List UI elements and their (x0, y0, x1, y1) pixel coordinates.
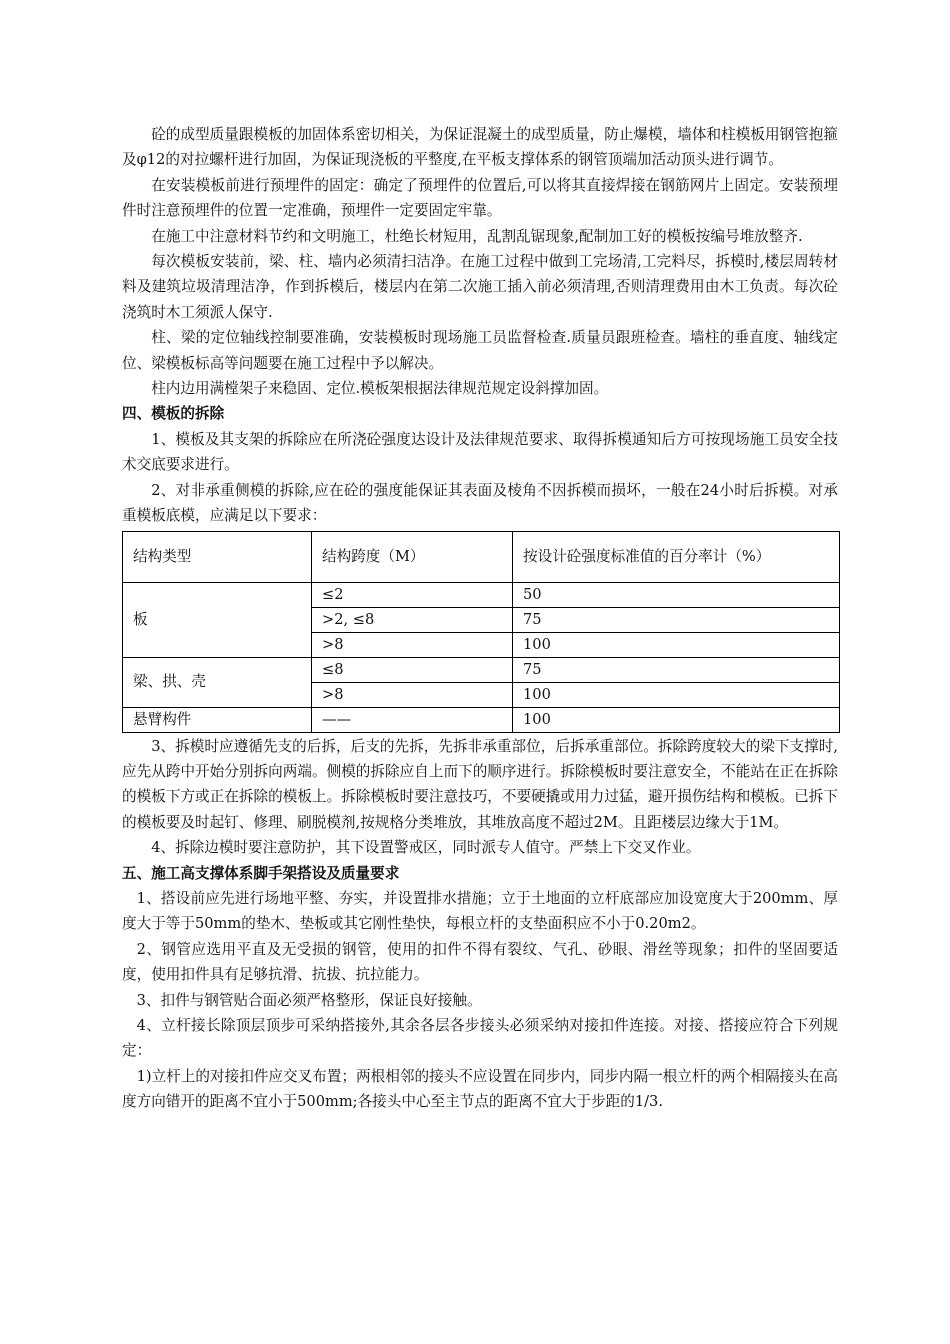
table-cell-structure: 板 (123, 582, 312, 657)
paragraph: 1、搭设前应先进行场地平整、夯实，并设置排水措施；立于土地面的立杆底部应加设宽度大于200mm、厚度大于等于50mm的垫木、垫板或其它刚性垫快，每根立杆的支垫面积应不小于0.20m2。 (122, 889, 838, 933)
paragraph: 每次模板安装前，梁、柱、墙内必须清扫洁净。在施工过程中做到工完场清,工完料尽，拆模时,楼层周转材料及建筑垃圾清理洁净，作到拆模后，楼层内在第二次施工插入前必须清理,否则清理费用由木工负责。每次砼浇筑时木工须派人保守. (122, 253, 838, 321)
table-cell-span: >8 (312, 682, 513, 707)
table-cell-percent: 75 (513, 607, 840, 632)
table-cell-percent: 100 (513, 707, 840, 732)
table-header-cell: 结构类型 (123, 531, 312, 582)
paragraph: 柱内边用满樘架子来稳固、定位.模板架根据法律规范规定设斜撑加固。 (151, 380, 609, 398)
section-heading: 五、施工高支撑体系脚手架搭设及质量要求 (122, 864, 400, 882)
document-page (122, 122, 838, 1115)
paragraph: 2、钢管应选用平直及无受损的钢管，使用的扣件不得有裂纹、气孔、砂眼、滑丝等现象；扣件的坚固要适度，使用扣件具有足够抗滑、抗拔、抗拉能力。 (122, 940, 838, 984)
paragraph: 在安装模板前进行预埋件的固定：确定了预埋件的位置后,可以将其直接焊接在钢筋网片上固定。安装预埋件时注意预埋件的位置一定准确，预埋件一定要固定牢靠。 (122, 176, 838, 220)
table-cell-span: >8 (312, 632, 513, 657)
paragraph: 1、模板及其支架的拆除应在所浇砼强度达设计及法律规范要求、取得拆模通知后方可按现场施工员安全技术交底要求进行。 (122, 430, 838, 474)
table-cell-percent: 50 (513, 582, 840, 607)
table-cell-structure: 悬臂构件 (123, 707, 312, 732)
paragraph: 3、拆模时应遵循先支的后拆，后支的先拆，先拆非承重部位，后拆承重部位。拆除跨度较大的梁下支撑时,应先从跨中开始分别拆向两端。侧模的拆除应自上而下的顺序进行。拆除模板时要注意安全，不能站在正在拆除的模板下方或正在拆除的模板上。拆除模板时要注意技巧，不要硬撬或用力过猛，避开损伤结构和模板。已拆下的模板要及时起钉、修理、刷脱模剂,按规格分类堆放，其堆放高度不超过2M。且距楼层边缘大于1M。 (122, 737, 838, 831)
paragraph: 4、立杆接长除顶层顶步可采纳搭接外,其余各层各步接头必须采纳对接扣件连接。对接、搭接应符合下列规定： (122, 1016, 838, 1060)
paragraph: 3、扣件与钢管贴合面必须严格整形，保证良好接触。 (136, 991, 482, 1009)
table-cell-span: >2, ≤8 (312, 607, 513, 632)
table-header-row (123, 531, 840, 582)
paragraph: 柱、梁的定位轴线控制要准确，安装模板时现场施工员监督检查.质量员跟班检查。墙柱的垂直度、轴线定位、梁模板标高等问题要在施工过程中予以解决。 (122, 329, 838, 372)
paragraph: 1)立杆上的对接扣件应交叉布置；两根相邻的接头不应设置在同步内，同步内隔一根立杆的两个相隔接头在高度方向错开的距离不宜小于500mm;各接头中心至主节点的距离不宜大于步距的1/3. (122, 1067, 838, 1111)
table-cell-span: ≤8 (312, 657, 513, 682)
paragraph: 在施工中注意材料节约和文明施工，杜绝长材短用，乱割乱锯现象,配制加工好的模板按编号堆放整齐. (151, 227, 803, 245)
table-row (123, 582, 840, 607)
table-cell-percent: 75 (513, 657, 840, 682)
formwork-removal-table (122, 531, 840, 733)
table-cell-structure: 梁、拱、壳 (123, 657, 312, 707)
section-heading: 四、模板的拆除 (122, 405, 225, 423)
paragraph: 2、对非承重侧模的拆除,应在砼的强度能保证其表面及棱角不因拆模而损坏，一般在24小时后拆模。对承重模板底模，应满足以下要求： (122, 481, 838, 525)
paragraph: 砼的成型质量跟模板的加固体系密切相关，为保证混凝土的成型质量，防止爆模，墙体和柱模板用钢管抱箍及φ12的对拉螺杆进行加固，为保证现浇板的平整度,在平板支撑体系的钢管顶端加活动顶头进行调节。 (122, 126, 838, 169)
paragraph: 4、拆除边模时要注意防护，其下设置警戒区，同时派专人值守。严禁上下交叉作业。 (151, 839, 701, 857)
table-cell-span: —— (312, 707, 513, 732)
table-cell-span: ≤2 (312, 582, 513, 607)
table-header-cell: 结构跨度（M） (312, 531, 513, 582)
table-cell-percent: 100 (513, 682, 840, 707)
table-header-cell: 按设计砼强度标准值的百分率计（%） (513, 531, 840, 582)
table-row (123, 707, 840, 732)
table-row (123, 657, 840, 682)
table-cell-percent: 100 (513, 632, 840, 657)
